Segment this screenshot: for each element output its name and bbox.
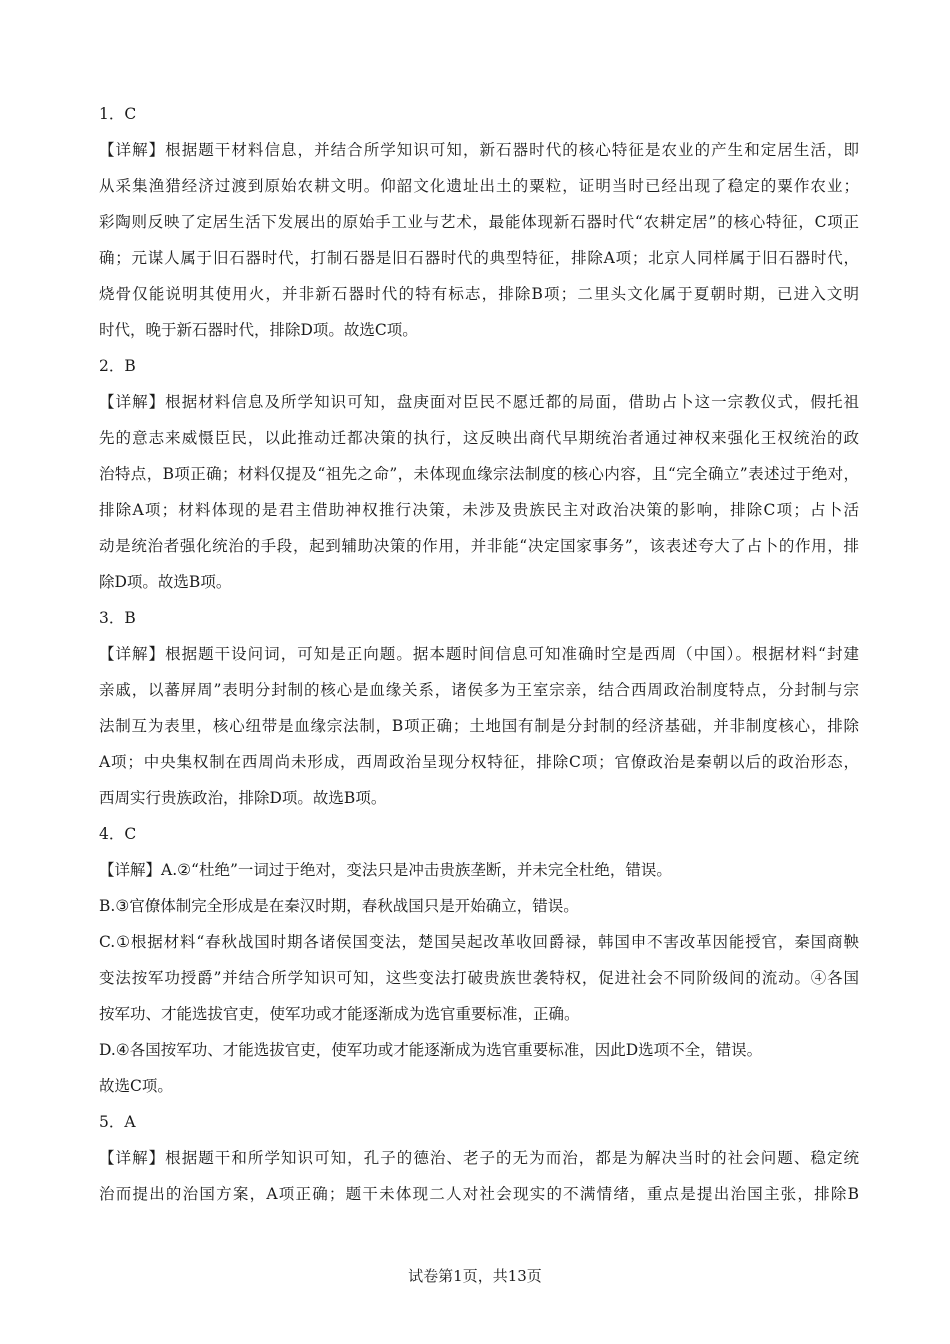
paragraph-line: D.④各国按军功、才能选拔官吏，使军功或才能逐渐成为选官重要标准，因此D选项不全，错误。: [99, 1041, 763, 1059]
paragraph-line: 从采集渔猎经济过渡到原始农耕文明。仰韶文化遗址出土的粟粒，证明当时已经出现了稳定的粟作农业；: [99, 177, 859, 195]
paragraph-line: A项；中央集权制在西周尚未形成，西周政治呈现分权特征，排除C项；官僚政治是秦朝以后的政治形态，: [99, 753, 859, 771]
paragraph-line: 变法按军功授爵”并结合所学知识可知，这些变法打破贵族世袭特权，促进社会不同阶级间的流动。④各国: [99, 969, 859, 987]
paragraph-line: 【详解】根据题干设问词，可知是正向题。据本题时间信息可知准确时空是西周（中国）。根据材料“封建: [99, 645, 859, 663]
paragraph-line: C.①根据材料“春秋战国时期各诸侯国变法，楚国吴起改革收回爵禄，韩国申不害改革因能授官，秦国商鞅: [99, 933, 859, 951]
page-footer: 试卷第1页，共13页: [408, 1267, 542, 1285]
paragraph-line: 治而提出的治国方案，A项正确；题干未体现二人对社会现实的不满情绪，重点是提出治国主张，排除B: [99, 1185, 859, 1203]
paragraph-line: 西周实行贵族政治，排除D项。故选B项。: [99, 789, 387, 807]
paragraph-line: 按军功、才能选拔官吏，使军功或才能逐渐成为选官重要标准，正确。: [99, 1005, 580, 1023]
paragraph-line: 排除A项；材料体现的是君主借助神权推行决策，未涉及贵族民主对政治决策的影响，排除C项；占卜活: [99, 501, 859, 519]
paragraph-line: 【详解】根据题干和所学知识可知，孔子的德治、老子的无为而治，都是为解决当时的社会问题、稳定统: [99, 1149, 859, 1167]
paragraph-line: 确；元谋人属于旧石器时代，打制石器是旧石器时代的典型特征，排除A项；北京人同样属于旧石器时代，: [99, 249, 859, 267]
paragraph-line: 时代，晚于新石器时代，排除D项。故选C项。: [99, 321, 418, 339]
paragraph-line: 【详解】A.②“杜绝”一词过于绝对，变法只是冲击贵族垄断，并未完全杜绝，错误。: [99, 861, 672, 879]
paragraph-line: B.③官僚体制完全形成是在秦汉时期，春秋战国只是开始确立，错误。: [99, 897, 579, 915]
answer-number: 3．B: [99, 609, 136, 627]
paragraph-line: 故选C项。: [99, 1077, 173, 1095]
paragraph-line: 治特点，B项正确；材料仅提及“祖先之命”，未体现血缘宗法制度的核心内容，且“完全确立”表述过于绝对，: [99, 465, 859, 483]
paragraph-line: 【详解】根据题干材料信息，并结合所学知识可知，新石器时代的核心特征是农业的产生和定居生活，即: [99, 141, 859, 159]
paragraph-line: 法制互为表里，核心纽带是血缘宗法制，B项正确；土地国有制是分封制的经济基础，并非制度核心，排除: [99, 717, 859, 735]
paragraph-line: 【详解】根据材料信息及所学知识可知，盘庚面对臣民不愿迁都的局面，借助占卜这一宗教仪式，假托祖: [99, 393, 859, 411]
paragraph-line: 动是统治者强化统治的手段，起到辅助决策的作用，并非能“决定国家事务”，该表述夸大了占卜的作用，排: [99, 537, 859, 555]
answer-number: 2．B: [99, 357, 136, 375]
answer-number: 5．A: [99, 1113, 136, 1131]
paragraph-line: 先的意志来威慑臣民，以此推动迁都决策的执行，这反映出商代早期统治者通过神权来强化王权统治的政: [99, 429, 859, 447]
paragraph-line: 烧骨仅能说明其使用火，并非新石器时代的特有标志，排除B项；二里头文化属于夏朝时期，已进入文明: [99, 285, 859, 303]
paragraph-line: 亲戚，以蕃屏周”表明分封制的核心是血缘关系，诸侯多为王室宗亲，结合西周政治制度特点，分封制与宗: [99, 681, 859, 699]
answer-number: 4．C: [99, 825, 137, 843]
paragraph-line: 彩陶则反映了定居生活下发展出的原始手工业与艺术，最能体现新石器时代“农耕定居”的核心特征，C项正: [99, 213, 859, 231]
answer-number: 1．C: [99, 105, 137, 123]
answer-content: [99, 96, 859, 1212]
paragraph-line: 除D项。故选B项。: [99, 573, 232, 591]
